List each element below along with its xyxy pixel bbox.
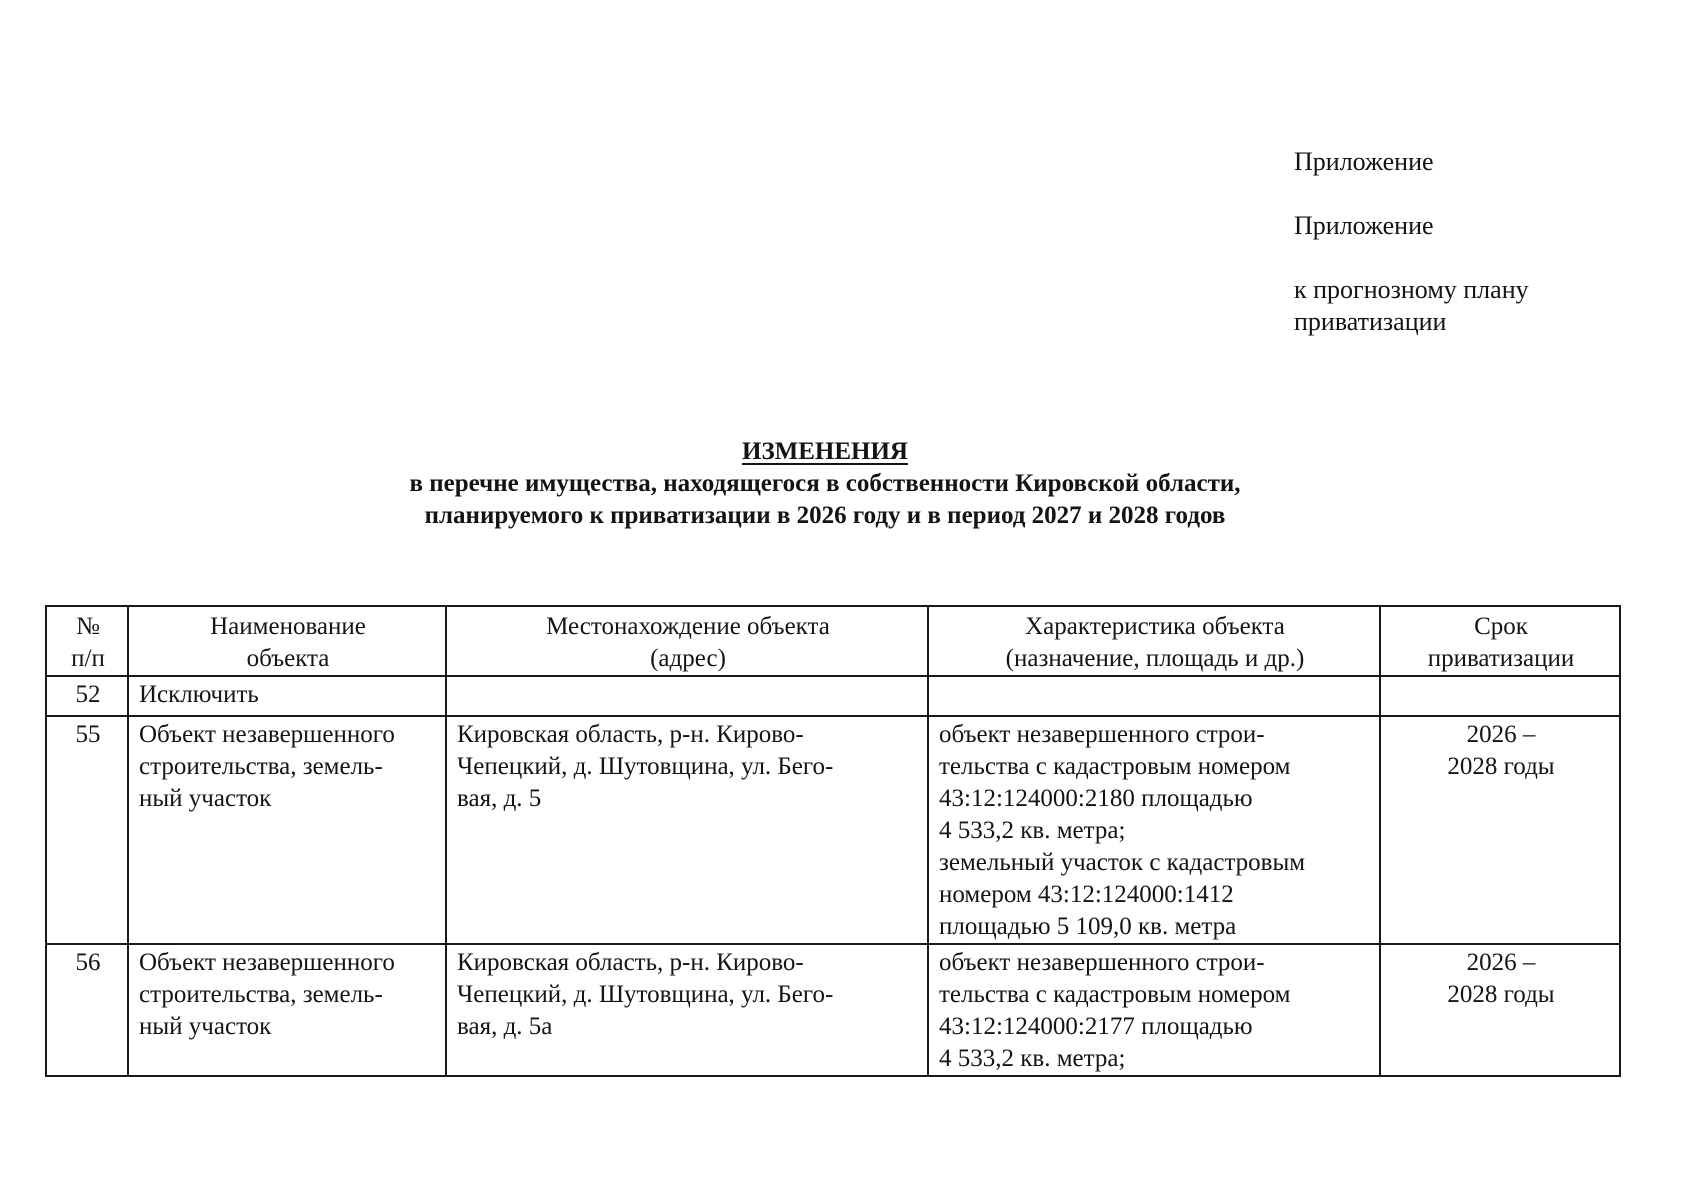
cell-term: 2026 – 2028 годы (1380, 716, 1620, 944)
cell-term (1380, 676, 1620, 716)
appendix-line-1: Приложение (1294, 147, 1434, 176)
table-header-row (46, 606, 1620, 676)
document-subtitle-line-2: планируемого к приватизации в 2026 году и в период 2027 и 2028 годов (424, 502, 1226, 529)
header-num: № п/п (46, 606, 128, 676)
cell-address (446, 676, 928, 716)
cell-num: 52 (46, 676, 128, 716)
header-name: Наименование объекта (128, 606, 446, 676)
cell-term: 2026 – 2028 годы (1380, 944, 1620, 1076)
header-address: Местонахождение объекта (адрес) (446, 606, 928, 676)
table-row (46, 676, 1620, 716)
cell-name: Объект незавершенного строительства, земель- ный участок (128, 716, 446, 944)
cell-characteristics (928, 676, 1380, 716)
table-row (46, 716, 1620, 944)
cell-characteristics: объект незавершенного строи- тельства с кадастровым номером 43:12:124000:2180 площадью 4 533,2 кв. метра; земельный участок с кадастровым номером 43:12:124000:1412 площадью 5 109,0 кв. метра (928, 716, 1380, 944)
header-characteristics: Характеристика объекта (назначение, площадь и др.) (928, 606, 1380, 676)
document-subtitle-line-1: в перечне имущества, находящегося в собственности Кировской области, (409, 470, 1241, 497)
document-heading (250, 436, 1400, 532)
cell-name: Объект незавершенного строительства, земель- ный участок (128, 944, 446, 1076)
cell-num: 56 (46, 944, 128, 1076)
cell-num: 55 (46, 716, 128, 944)
changes-table (45, 605, 1621, 1077)
appendix-block (1294, 146, 1624, 338)
document-title: ИЗМЕНЕНИЯ (742, 438, 908, 465)
cell-characteristics: объект незавершенного строи- тельства с кадастровым номером 43:12:124000:2177 площадью 4 533,2 кв. метра; (928, 944, 1380, 1076)
cell-address: Кировская область, р-н. Кирово- Чепецкий, д. Шутовщина, ул. Бего- вая, д. 5 (446, 716, 928, 944)
header-term: Срок приватизации (1380, 606, 1620, 676)
table-row (46, 944, 1620, 1076)
appendix-line-2: Приложение (1294, 211, 1434, 240)
cell-address: Кировская область, р-н. Кирово- Чепецкий, д. Шутовщина, ул. Бего- вая, д. 5а (446, 944, 928, 1076)
appendix-line-3: к прогнозному плану приватизации (1294, 275, 1529, 336)
cell-name: Исключить (128, 676, 446, 716)
